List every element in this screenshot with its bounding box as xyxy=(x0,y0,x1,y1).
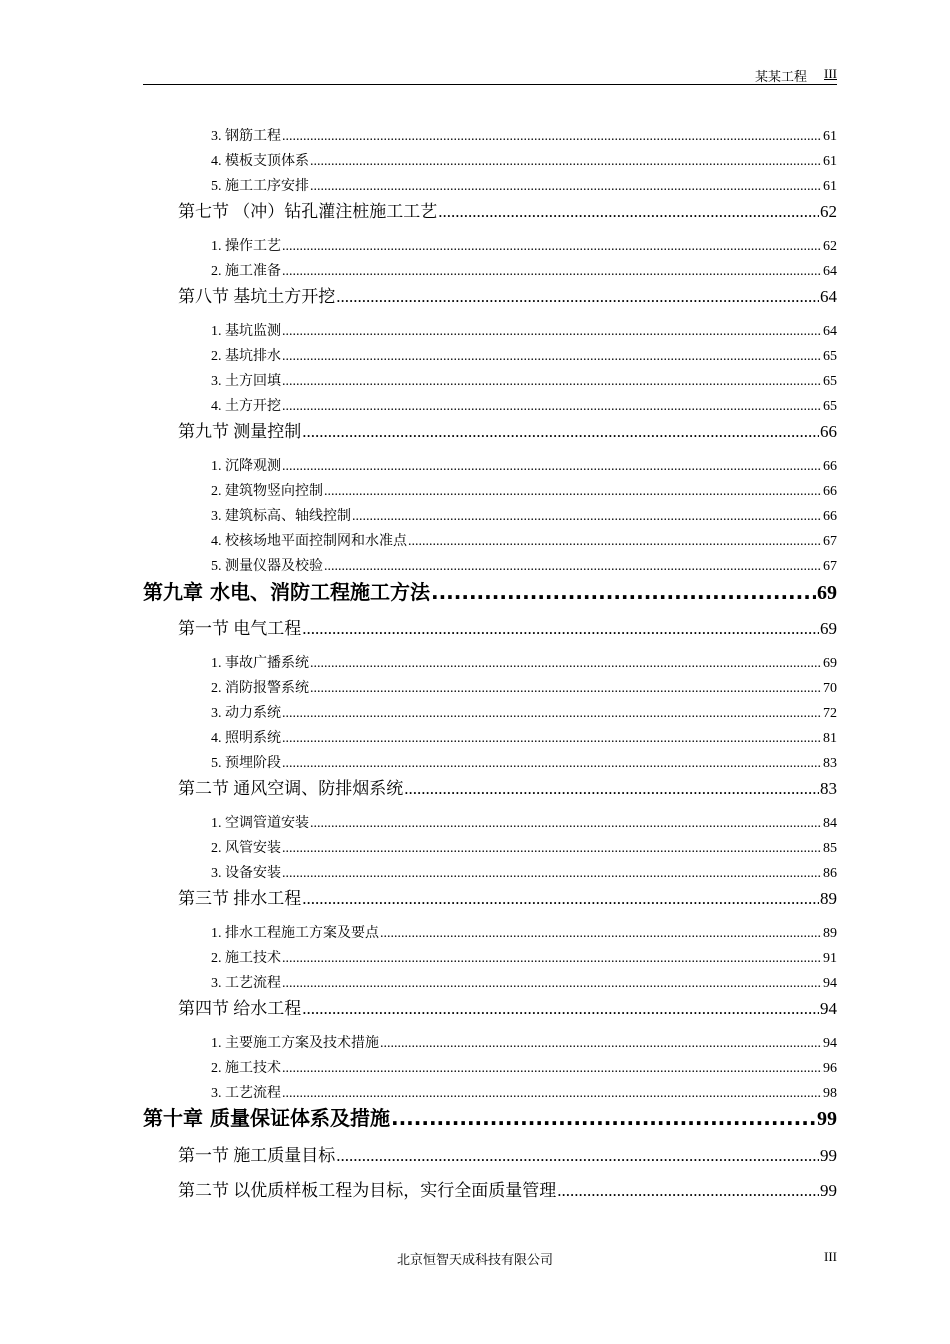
toc-entry-label: 2. 施工技术 xyxy=(211,1061,281,1076)
toc-entry-page: 64 xyxy=(823,324,837,339)
toc-entry-label: 第十章 质量保证体系及措施 xyxy=(143,1106,390,1130)
toc-entry-page: 64 xyxy=(820,287,837,306)
toc-subsection-entry[interactable] xyxy=(211,949,837,969)
toc-entry-page: 86 xyxy=(823,866,837,881)
toc-dot-leader xyxy=(282,457,822,477)
toc-entry-label: 第二节 以优质样板工程为目标，实行全面质量管理 xyxy=(178,1181,557,1200)
toc-section-entry[interactable] xyxy=(178,887,837,911)
toc-dot-leader xyxy=(380,924,822,944)
toc-subsection-entry[interactable] xyxy=(211,864,837,884)
toc-entry-label: 5. 测量仪器及校验 xyxy=(211,559,323,574)
toc-subsection-entry[interactable] xyxy=(211,754,837,774)
toc-subsection-entry[interactable] xyxy=(211,397,837,417)
toc-section-entry[interactable] xyxy=(178,285,837,309)
toc-dot-leader xyxy=(282,1084,822,1104)
toc-subsection-entry[interactable] xyxy=(211,322,837,342)
toc-entry-label: 第二节 通风空调、防排烟系统 xyxy=(178,779,404,798)
toc-entry-label: 第一节 电气工程 xyxy=(178,619,302,638)
toc-dot-leader xyxy=(302,997,819,1021)
toc-entry-page: 61 xyxy=(823,129,837,144)
toc-subsection-entry[interactable] xyxy=(211,482,837,502)
toc-dot-leader xyxy=(282,347,822,367)
toc-entry-page: 66 xyxy=(823,484,837,499)
toc-dot-leader xyxy=(282,1059,822,1079)
toc-dot-leader xyxy=(282,974,822,994)
toc-dot-leader xyxy=(282,754,822,774)
toc-entry-page: 89 xyxy=(823,926,837,941)
header-page-number: III xyxy=(824,66,837,81)
toc-dot-leader xyxy=(282,322,822,342)
toc-subsection-entry[interactable] xyxy=(211,679,837,699)
toc-subsection-entry[interactable] xyxy=(211,704,837,724)
toc-entry-page: 94 xyxy=(823,1036,837,1051)
toc-subsection-entry[interactable] xyxy=(211,974,837,994)
toc-entry-label: 第一节 施工质量目标 xyxy=(178,1146,336,1165)
toc-section-entry[interactable] xyxy=(178,617,837,641)
toc-entry-page: 94 xyxy=(823,976,837,991)
toc-entry-page: 65 xyxy=(823,399,837,414)
toc-entry-page: 83 xyxy=(820,779,837,798)
toc-subsection-entry[interactable] xyxy=(211,262,837,282)
toc-entry-page: 65 xyxy=(823,349,837,364)
toc-entry-page: 62 xyxy=(820,202,837,221)
toc-entry-page: 72 xyxy=(823,706,837,721)
toc-dot-leader xyxy=(404,777,819,801)
toc-dot-leader xyxy=(336,285,819,309)
toc-entry-label: 第三节 排水工程 xyxy=(178,889,302,908)
toc-entry-page: 62 xyxy=(823,239,837,254)
toc-entry-page: 96 xyxy=(823,1061,837,1076)
toc-entry-label: 第九节 测量控制 xyxy=(178,422,302,441)
toc-dot-leader xyxy=(302,617,819,641)
toc-entry-label: 第八节 基坑土方开挖 xyxy=(178,287,336,306)
toc-entry-label: 3. 钢筋工程 xyxy=(211,129,281,144)
toc-dot-leader xyxy=(302,887,819,911)
toc-entry-label: 3. 工艺流程 xyxy=(211,1086,281,1101)
toc-entry-page: 94 xyxy=(820,999,837,1018)
toc-dot-leader xyxy=(282,237,822,257)
toc-dot-leader xyxy=(431,578,816,606)
toc-subsection-entry[interactable] xyxy=(211,347,837,367)
toc-dot-leader xyxy=(557,1179,819,1203)
toc-subsection-entry[interactable] xyxy=(211,177,837,197)
toc-subsection-entry[interactable] xyxy=(211,237,837,257)
footer-company: 北京恒智天成科技有限公司 xyxy=(396,1252,553,1267)
toc-section-entry[interactable] xyxy=(178,777,837,801)
toc-dot-leader xyxy=(324,482,822,502)
toc-subsection-entry[interactable] xyxy=(211,557,837,577)
toc-subsection-entry[interactable] xyxy=(211,127,837,147)
toc-entry-page: 99 xyxy=(817,1108,837,1130)
toc-entry-label: 2. 基坑排水 xyxy=(211,349,281,364)
toc-entry-label: 3. 土方回填 xyxy=(211,374,281,389)
toc-entry-page: 67 xyxy=(823,534,837,549)
toc-dot-leader xyxy=(380,1034,822,1054)
toc-entry-page: 61 xyxy=(823,179,837,194)
toc-dot-leader xyxy=(282,949,822,969)
toc-section-entry[interactable] xyxy=(178,200,837,224)
toc-dot-leader xyxy=(391,1104,816,1132)
toc-subsection-entry[interactable] xyxy=(211,1034,837,1054)
toc-entry-label: 第九章 水电、消防工程施工方法 xyxy=(143,580,430,604)
toc-section-entry[interactable] xyxy=(178,1179,837,1203)
toc-dot-leader xyxy=(282,864,822,884)
toc-subsection-entry[interactable] xyxy=(211,1059,837,1079)
toc-entry-label: 1. 排水工程施工方案及要点 xyxy=(211,926,379,941)
toc-dot-leader xyxy=(302,420,819,444)
toc-entry-page: 64 xyxy=(823,264,837,279)
toc-dot-leader xyxy=(282,262,822,282)
toc-dot-leader xyxy=(408,532,822,552)
toc-dot-leader xyxy=(352,507,822,527)
toc-dot-leader xyxy=(336,1144,819,1168)
toc-entry-page: 89 xyxy=(820,889,837,908)
toc-entry-page: 85 xyxy=(823,841,837,856)
toc-dot-leader xyxy=(282,127,822,147)
toc-entry-page: 66 xyxy=(823,459,837,474)
toc-entry-label: 5. 施工工序安排 xyxy=(211,179,309,194)
toc-entry-label: 3. 动力系统 xyxy=(211,706,281,721)
toc-chapter-entry[interactable] xyxy=(143,578,837,606)
toc-entry-page: 81 xyxy=(823,731,837,746)
toc-entry-label: 4. 模板支顶体系 xyxy=(211,154,309,169)
toc-subsection-entry[interactable] xyxy=(211,924,837,944)
toc-entry-label: 4. 土方开挖 xyxy=(211,399,281,414)
toc-entry-label: 1. 基坑监测 xyxy=(211,324,281,339)
toc-entry-label: 1. 空调管道安装 xyxy=(211,816,309,831)
toc-subsection-entry[interactable] xyxy=(211,532,837,552)
toc-entry-label: 第七节 （冲）钻孔灌注桩施工工艺 xyxy=(178,202,438,221)
toc-subsection-entry[interactable] xyxy=(211,507,837,527)
toc-subsection-entry[interactable] xyxy=(211,814,837,834)
footer-page-number: III xyxy=(824,1249,837,1264)
toc-entry-page: 69 xyxy=(817,582,837,604)
toc-subsection-entry[interactable] xyxy=(211,457,837,477)
toc-entry-label: 1. 事故广播系统 xyxy=(211,656,309,671)
toc-entry-page: 65 xyxy=(823,374,837,389)
toc-dot-leader xyxy=(438,200,819,224)
header-title: 某某工程 xyxy=(754,69,807,84)
toc-entry-page: 61 xyxy=(823,154,837,169)
toc-subsection-entry[interactable] xyxy=(211,372,837,392)
toc-entry-page: 99 xyxy=(820,1181,837,1200)
toc-entry-label: 3. 建筑标高、轴线控制 xyxy=(211,509,351,524)
toc-dot-leader xyxy=(282,704,822,724)
toc-dot-leader xyxy=(282,397,822,417)
toc-dot-leader xyxy=(310,177,822,197)
toc-entry-label: 2. 建筑物竖向控制 xyxy=(211,484,323,499)
toc-entry-label: 5. 预埋阶段 xyxy=(211,756,281,771)
toc-section-entry[interactable] xyxy=(178,1144,837,1168)
toc-entry-label: 3. 设备安装 xyxy=(211,866,281,881)
toc-subsection-entry[interactable] xyxy=(211,839,837,859)
toc-subsection-entry[interactable] xyxy=(211,729,837,749)
toc-entry-label: 2. 风管安装 xyxy=(211,841,281,856)
toc-entry-label: 4. 校核场地平面控制网和水准点 xyxy=(211,534,407,549)
toc-entry-label: 4. 照明系统 xyxy=(211,731,281,746)
toc-entry-page: 69 xyxy=(823,656,837,671)
toc-dot-leader xyxy=(282,372,822,392)
toc-dot-leader xyxy=(324,557,822,577)
toc-dot-leader xyxy=(310,679,822,699)
toc-entry-label: 1. 沉降观测 xyxy=(211,459,281,474)
toc-dot-leader xyxy=(282,839,822,859)
toc-entry-page: 83 xyxy=(823,756,837,771)
toc-entry-page: 66 xyxy=(823,509,837,524)
toc-entry-label: 2. 施工技术 xyxy=(211,951,281,966)
toc-entry-label: 2. 消防报警系统 xyxy=(211,681,309,696)
toc-subsection-entry[interactable] xyxy=(211,1084,837,1104)
toc-dot-leader xyxy=(282,729,822,749)
toc-dot-leader xyxy=(310,814,822,834)
toc-section-entry[interactable] xyxy=(178,997,837,1021)
toc-dot-leader xyxy=(310,152,822,172)
toc-subsection-entry[interactable] xyxy=(211,152,837,172)
toc-entry-page: 99 xyxy=(820,1146,837,1165)
toc-section-entry[interactable] xyxy=(178,420,837,444)
toc-entry-page: 91 xyxy=(823,951,837,966)
toc-subsection-entry[interactable] xyxy=(211,654,837,674)
toc-entry-page: 69 xyxy=(820,619,837,638)
toc-entry-label: 2. 施工准备 xyxy=(211,264,281,279)
toc-entry-page: 70 xyxy=(823,681,837,696)
toc-entry-page: 84 xyxy=(823,816,837,831)
toc-entry-label: 3. 工艺流程 xyxy=(211,976,281,991)
toc-entry-label: 第四节 给水工程 xyxy=(178,999,302,1018)
toc-chapter-entry[interactable] xyxy=(143,1104,837,1132)
toc-entry-page: 66 xyxy=(820,422,837,441)
toc-dot-leader xyxy=(310,654,822,674)
toc-entry-label: 1. 主要施工方案及技术措施 xyxy=(211,1036,379,1051)
toc-entry-page: 67 xyxy=(823,559,837,574)
toc-entry-label: 1. 操作工艺 xyxy=(211,239,281,254)
toc-entry-page: 98 xyxy=(823,1086,837,1101)
